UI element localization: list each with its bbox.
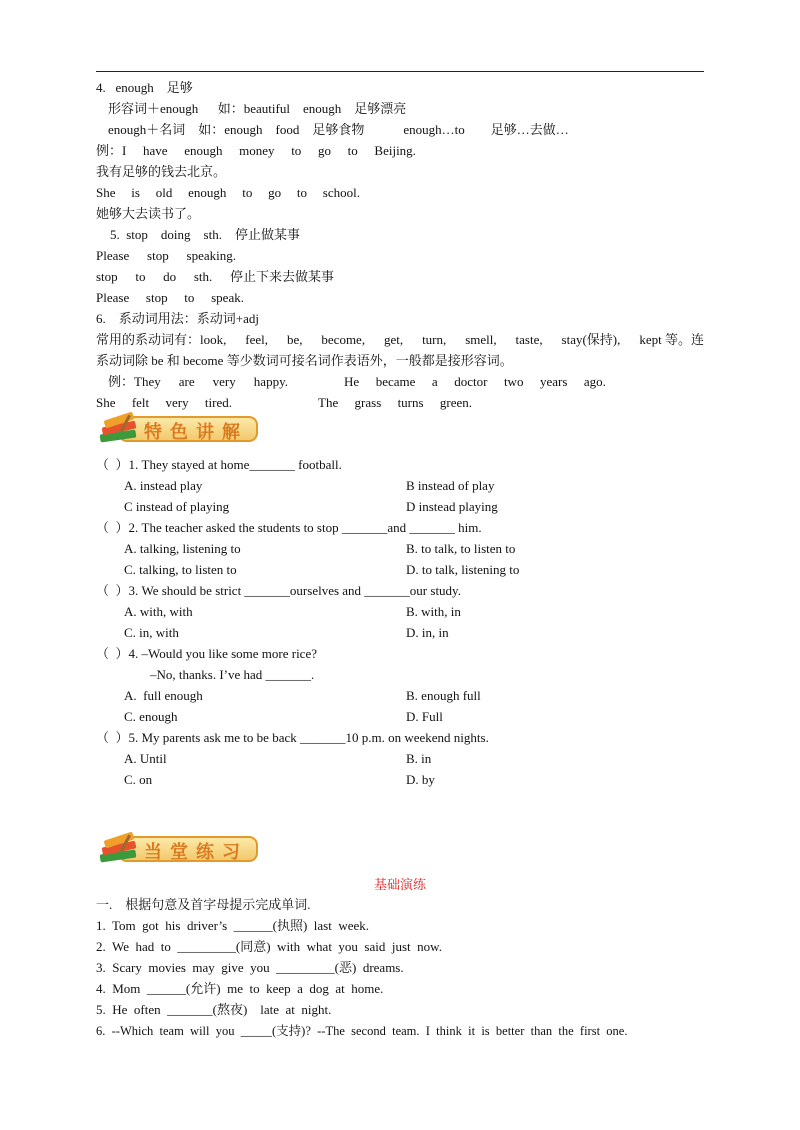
answer-option: B. in bbox=[406, 751, 432, 766]
example-line: She felt very tired. bbox=[96, 395, 232, 410]
answer-option: B. to talk, to listen to bbox=[406, 541, 516, 556]
example-line: The grass turns green. bbox=[318, 395, 472, 410]
question-stem: （ ）4. –Would you like some more rice? bbox=[96, 646, 317, 661]
answer-option: D. Full bbox=[406, 709, 443, 724]
section-banner-practice bbox=[96, 832, 264, 868]
practice-item: 1. Tom got his driver’s ______(执照) last week. bbox=[96, 918, 370, 933]
note-line: 4. enough 足够 bbox=[96, 80, 193, 95]
answer-option: C. enough bbox=[124, 709, 178, 724]
example-line: He became a doctor two years ago. bbox=[344, 374, 606, 389]
practice-item: 3. Scary movies may give you _________(恶) dreams. bbox=[96, 960, 404, 975]
answer-option: A. with, with bbox=[124, 604, 193, 619]
practice-instruction: 一. 根据句意及首字母提示完成单词. bbox=[96, 897, 311, 912]
question-stem: –No, thanks. I’ve had _______. bbox=[150, 667, 315, 682]
example-line: 例：They are very happy. bbox=[108, 374, 288, 389]
note-line: 5. stop doing sth. 停止做某事 bbox=[110, 227, 300, 242]
books-icon bbox=[96, 410, 146, 450]
answer-option: A. talking, listening to bbox=[124, 541, 241, 556]
example-line: stop to do sth. 停止下来去做某事 bbox=[96, 269, 334, 284]
note-line: 常用的系动词有：look, feel, be, become, get, turn, smell, taste, stay(保持), kept 等。连 bbox=[96, 332, 704, 347]
example-line: Please stop to speak. bbox=[96, 290, 244, 305]
note-line: 我有足够的钱去北京。 bbox=[96, 164, 227, 179]
books-icon bbox=[96, 830, 146, 870]
example-line: 例：I have enough money to go to Beijing. bbox=[96, 143, 416, 158]
answer-option: B. with, in bbox=[406, 604, 461, 619]
practice-heading: 基础演练 bbox=[373, 877, 426, 892]
note-line: enough＋名词 如：enough food 足够食物 enough…to 足够…去做… bbox=[108, 122, 569, 137]
answer-option: A. full enough bbox=[124, 688, 203, 703]
answer-option: A. Until bbox=[124, 751, 167, 766]
answer-option: D instead playing bbox=[406, 499, 498, 514]
answer-option: A. instead play bbox=[124, 478, 203, 493]
answer-option: B instead of play bbox=[406, 478, 495, 493]
practice-item: 2. We had to _________(同意) with what you said just now. bbox=[96, 939, 442, 954]
practice-item: 5. He often _______(熬夜) late at night. bbox=[96, 1002, 332, 1017]
answer-option: D. by bbox=[406, 772, 435, 787]
example-line: Please stop speaking. bbox=[96, 248, 236, 263]
section-banner-features bbox=[96, 412, 264, 448]
answer-option: C. in, with bbox=[124, 625, 179, 640]
answer-option: C instead of playing bbox=[124, 499, 230, 514]
question-stem: （ ）1. They stayed at home_______ football. bbox=[96, 457, 342, 472]
answer-option: C. on bbox=[124, 772, 153, 787]
answer-option: C. talking, to listen to bbox=[124, 562, 237, 577]
note-line: 6. 系动词用法：系动词+adj bbox=[96, 311, 259, 326]
header-rule bbox=[96, 71, 704, 72]
answer-option: B. enough full bbox=[406, 688, 481, 703]
question-stem: （ ）5. My parents ask me to be back _______10 p.m. on weekend nights. bbox=[96, 730, 489, 745]
example-line: She is old enough to go to school. bbox=[96, 185, 360, 200]
banner-title: 特色讲解 bbox=[144, 422, 248, 443]
note-line: 她够大去读书了。 bbox=[96, 206, 201, 221]
note-line: 系动词除 be 和 become 等少数词可接名词作表语外，一般都是接形容词。 bbox=[96, 353, 513, 368]
answer-option: D. in, in bbox=[406, 625, 449, 640]
banner-title: 当堂练习 bbox=[144, 842, 248, 863]
practice-item: 4. Mom ______(允许) me to keep a dog at home. bbox=[96, 981, 384, 996]
answer-option: D. to talk, listening to bbox=[406, 562, 520, 577]
practice-item: 6. --Which team will you _____(支持)? --The second team. I think it is better than the first one. bbox=[96, 1024, 628, 1038]
question-stem: （ ）3. We should be strict _______ourselves and _______our study. bbox=[96, 583, 461, 598]
note-line: 形容词＋enough 如：beautiful enough 足够漂亮 bbox=[108, 101, 407, 116]
question-stem: （ ）2. The teacher asked the students to stop _______and _______ him. bbox=[96, 520, 482, 535]
